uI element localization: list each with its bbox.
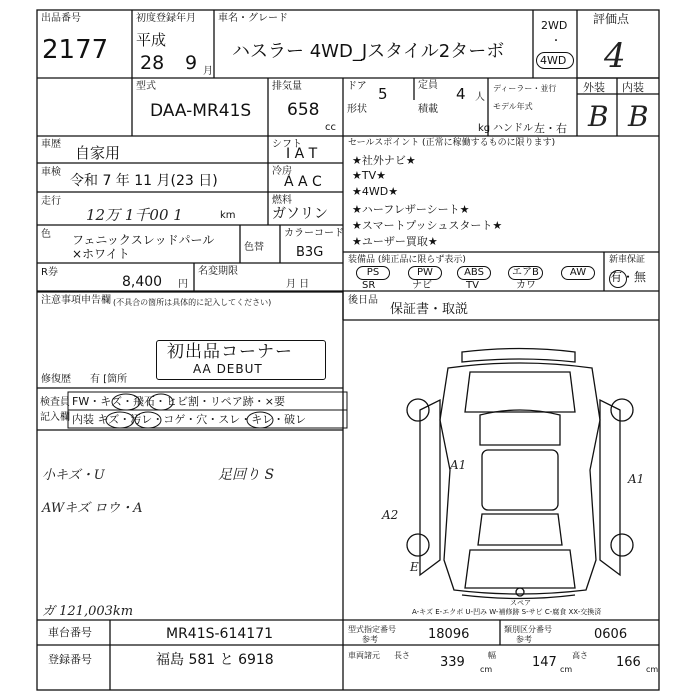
reg-year: 28 bbox=[140, 52, 165, 74]
dealer-label: ディーラー・並行 bbox=[493, 84, 557, 93]
width-label: 幅 bbox=[488, 651, 496, 660]
door-value: 5 bbox=[378, 85, 388, 103]
inspector-label-2: 記入欄 bbox=[40, 412, 70, 423]
equipment-bottom: SR bbox=[362, 280, 376, 291]
mileage-label: 走行 bbox=[41, 196, 61, 207]
size-label: 車両諸元 bbox=[348, 651, 380, 660]
shift-value: I A T bbox=[286, 146, 318, 162]
exterior-row: FW・キズ・飛石・ヒビ割・リペア跡・×要 bbox=[72, 395, 285, 408]
drive-4wd: 4WD bbox=[540, 54, 567, 67]
seating-label: 定員 bbox=[418, 80, 438, 91]
chassis-label: 車台番号 bbox=[48, 626, 92, 639]
exterior-label: 外装 bbox=[583, 81, 605, 94]
first-reg-label: 初度登録年月 bbox=[136, 13, 196, 24]
interior-label: 内装 bbox=[622, 81, 644, 94]
equipment-top: PS bbox=[356, 266, 390, 280]
inspection-label: 車検 bbox=[41, 167, 61, 178]
grade-value: 4 bbox=[604, 36, 626, 76]
hand-note-3: 足回り S bbox=[218, 467, 275, 483]
history-label: 車歴 bbox=[41, 139, 61, 150]
height-value: 166 bbox=[616, 655, 641, 670]
new-car-value: 有・無 bbox=[610, 270, 647, 284]
cc-unit: cc bbox=[325, 122, 336, 133]
spare-label: スペア bbox=[510, 599, 531, 607]
ac-label: 冷房 bbox=[272, 166, 292, 177]
type-designation-value: 18096 bbox=[428, 627, 470, 642]
plate-value: 福島 581 と 6918 bbox=[156, 652, 274, 668]
cm-unit: cm bbox=[646, 665, 659, 674]
drive-2wd: 2WD bbox=[541, 19, 568, 32]
height-label: 高さ bbox=[572, 651, 588, 660]
handle-value: 左・右 bbox=[534, 122, 567, 135]
yen-unit: 円 bbox=[178, 279, 188, 290]
door-label: ドア bbox=[347, 81, 367, 92]
chassis-value: MR41S-614171 bbox=[166, 626, 274, 642]
width-value: 147 bbox=[532, 655, 557, 670]
new-car-label: 新車保証 bbox=[609, 255, 646, 265]
cm-unit: cm bbox=[560, 665, 573, 674]
caution-label: 注意事項申告欄 bbox=[41, 295, 111, 306]
color-label: 色 bbox=[41, 229, 51, 240]
repaint-label: 色替 bbox=[244, 242, 264, 253]
month-unit: 月 bbox=[203, 66, 213, 77]
damage-mark: A1 bbox=[628, 472, 645, 486]
history-value: 自家用 bbox=[75, 144, 121, 162]
sales-point: ★TV★ bbox=[352, 169, 386, 182]
interior-grade: B bbox=[628, 100, 649, 133]
lot-number: 2177 bbox=[42, 35, 109, 65]
exterior-grade: B bbox=[588, 100, 609, 133]
ref-label-2: 参考 bbox=[516, 635, 532, 644]
type-designation-label: 型式指定番号 bbox=[348, 625, 396, 634]
length-label: 長さ bbox=[394, 651, 410, 660]
kg-unit: kg bbox=[478, 123, 491, 134]
equipment-bottom: TV bbox=[466, 280, 479, 291]
seating-value: 4 bbox=[456, 85, 466, 103]
person-unit: 人 bbox=[475, 92, 485, 103]
shape-label: 形状 bbox=[347, 104, 367, 115]
debut-stamp-line-1: 初出品コーナー bbox=[167, 342, 293, 362]
color-value-2: ×ホワイト bbox=[72, 247, 130, 261]
documents-label: 後日品 bbox=[348, 295, 378, 306]
equipment-top: PW bbox=[408, 266, 442, 280]
hand-note-2: AWキズ ロウ・A bbox=[42, 501, 143, 516]
color-code: B3G bbox=[296, 245, 324, 260]
recycle-value: 8,400 bbox=[122, 274, 163, 290]
fuel-value: ガソリン bbox=[272, 206, 328, 222]
caution-sub: (不具合の箇所は具体的に記入してください) bbox=[113, 298, 272, 307]
type-value: DAA-MR41S bbox=[150, 101, 252, 121]
hand-note-4: ガ 121,003km bbox=[42, 604, 134, 619]
repair-value: 有 [箇所 bbox=[90, 374, 128, 385]
mileage-value: 12万 1千00 1 bbox=[86, 206, 183, 224]
equipment-top: エアB bbox=[508, 266, 543, 280]
hand-note-1: 小キズ・U bbox=[42, 468, 105, 483]
sales-points-title: セールスポイント (正常に稼働するものに限ります) bbox=[348, 138, 556, 148]
plate-label: 登録番号 bbox=[48, 653, 92, 666]
model-name: ハスラー 4WD_Jスタイル2ターボ bbox=[232, 41, 505, 62]
displacement-label: 排気量 bbox=[272, 81, 302, 92]
sales-point: ★ハーフレザーシート★ bbox=[352, 203, 470, 216]
color-value-1: フェニックスレッドパール bbox=[72, 233, 215, 247]
equipment-bottom: カワ bbox=[516, 280, 536, 291]
equipment-title: 装備品 (純正品に限らず表示) bbox=[348, 255, 466, 265]
inspection-value: 令和 7 年 11 月(23 日) bbox=[70, 173, 218, 189]
sales-point: ★スマートプッシュスタート★ bbox=[352, 219, 503, 232]
fuel-label: 燃料 bbox=[272, 195, 292, 206]
equipment-top: AW bbox=[561, 266, 595, 280]
recycle-label: R券 bbox=[41, 267, 58, 278]
ac-value: A A C bbox=[284, 174, 322, 190]
era: 平成 bbox=[136, 31, 167, 49]
lot-label: 出品番号 bbox=[41, 13, 81, 24]
damage-mark: A1 bbox=[450, 458, 467, 472]
reg-month: 9 bbox=[185, 52, 198, 74]
cm-unit: cm bbox=[480, 665, 493, 674]
sales-point: ★社外ナビ★ bbox=[352, 154, 416, 167]
name-change-label: 名変期限 bbox=[198, 266, 238, 277]
shift-label: シフト bbox=[272, 139, 302, 150]
load-label: 積載 bbox=[418, 104, 438, 115]
class-label: 類別区分番号 bbox=[504, 625, 552, 634]
sales-point: ★ユーザー買取★ bbox=[352, 235, 438, 248]
documents-value: 保証書・取説 bbox=[390, 302, 469, 317]
handle-label: ハンドル bbox=[493, 123, 533, 134]
km-unit: km bbox=[220, 210, 236, 221]
name-change-value: 月 日 bbox=[286, 279, 310, 290]
inspector-label-1: 検査員 bbox=[40, 397, 70, 408]
grade-label: 評価点 bbox=[593, 12, 630, 26]
damage-legend: A-キズ E-エクボ U-凹み W-補修跡 S-サビ C-腐食 XX-交換済 bbox=[412, 608, 602, 616]
color-code-label: カラーコード bbox=[284, 228, 344, 239]
ref-label: 参考 bbox=[362, 635, 378, 644]
length-value: 339 bbox=[440, 655, 465, 670]
equipment-bottom: ナビ bbox=[412, 280, 432, 291]
model-label: 車名・グレード bbox=[218, 13, 288, 24]
sales-point: ★4WD★ bbox=[352, 185, 399, 198]
repair-label: 修復歴 bbox=[41, 374, 71, 385]
class-value: 0606 bbox=[594, 627, 628, 642]
equipment-top: ABS bbox=[457, 266, 491, 280]
damage-mark: E bbox=[410, 560, 419, 574]
drive-separator: ・ bbox=[551, 36, 561, 47]
type-label: 型式 bbox=[136, 81, 156, 92]
model-change-label: モデル年式 bbox=[493, 102, 533, 111]
displacement-value: 658 bbox=[287, 100, 320, 120]
damage-mark: A2 bbox=[382, 508, 399, 522]
interior-row: 内装 キズ・汚レ・コゲ・穴・スレ・キレ・破レ bbox=[72, 413, 307, 426]
debut-stamp-line-2: AA DEBUT bbox=[193, 362, 263, 376]
